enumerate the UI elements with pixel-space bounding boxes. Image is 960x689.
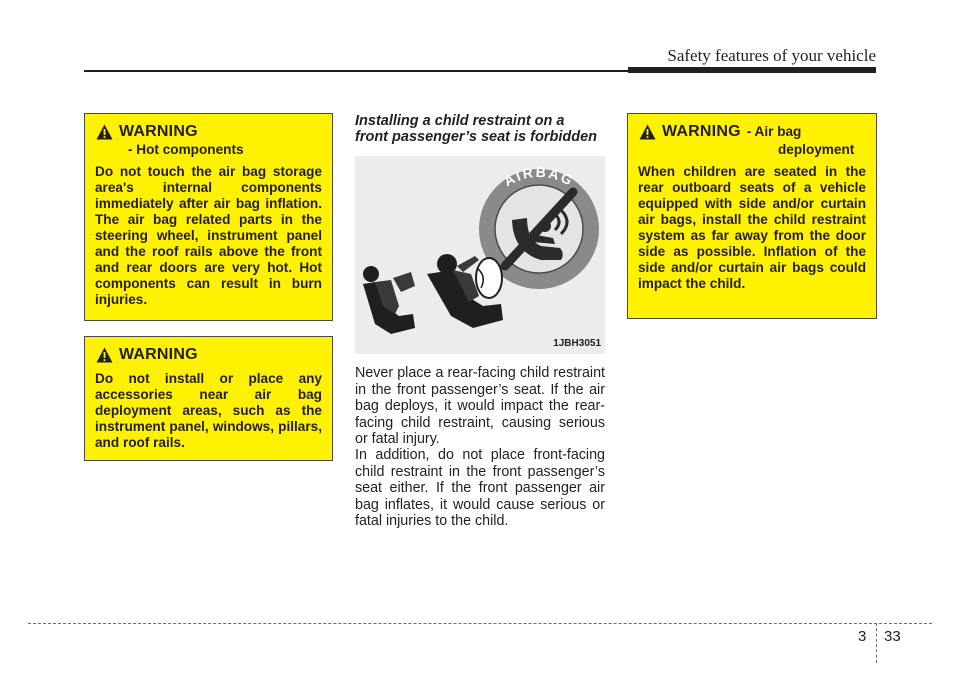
paragraph-front-facing: In addition, do not place front-facing child restraint in the front passenger’s seat either. If the front passenger air bag inflates, it would cause serious or fatal injuries to the child. bbox=[355, 447, 605, 530]
warning-subtitle: - Hot components bbox=[128, 142, 244, 157]
warning-box-airbag-deployment bbox=[627, 113, 877, 319]
warning-triangle-icon bbox=[639, 124, 656, 140]
deployed-airbag bbox=[476, 258, 502, 298]
warning-box-hot-components bbox=[84, 113, 333, 321]
page-number: 33 bbox=[884, 628, 901, 645]
airbag-arc-label: AIRBAG bbox=[500, 163, 578, 190]
running-header: Safety features of your vehicle bbox=[667, 46, 876, 65]
section-title bbox=[355, 113, 607, 145]
warning-title: WARNING bbox=[119, 346, 198, 363]
warning-title: WARNING bbox=[662, 123, 741, 140]
child-restraint-airbag-figure bbox=[355, 156, 605, 354]
figure-code: 1JBH3051 bbox=[553, 338, 601, 349]
header-rule bbox=[84, 70, 628, 72]
warning-body: When children are seated in the rear outboard seats of a vehicle equipped with side and/or curtain air bags, install the child restraint system as far away from the door side as possible. Inflation of the side and/or curtain air bags could impact the child. bbox=[638, 164, 866, 291]
warning-triangle-icon bbox=[96, 124, 113, 140]
warning-triangle-icon bbox=[96, 347, 113, 363]
chapter-number: 3 bbox=[858, 628, 867, 645]
warning-box-accessories bbox=[84, 336, 333, 461]
section-title-line-2: front passenger’s seat is forbidden bbox=[355, 129, 597, 145]
footer-divider bbox=[876, 623, 877, 663]
footer-rule bbox=[28, 623, 932, 624]
header-bar bbox=[628, 67, 876, 73]
warning-subtitle-line-2: deployment bbox=[778, 142, 855, 157]
airbag-warning-illustration bbox=[355, 156, 605, 354]
paragraph-rear-facing: Never place a rear-facing child restraint in the front passenger’s seat. If the air bag deploys, it would impact the rear-facing child restraint, causing serious or fatal injury. bbox=[355, 365, 605, 448]
warning-body: Do not install or place any accessories near air bag deployment areas, such as the instrument panel, windows, pillars, and roof rails. bbox=[95, 371, 322, 450]
warning-subtitle: - Air bag bbox=[746, 124, 802, 139]
warning-title: WARNING bbox=[119, 123, 198, 140]
section-title-line-1: Installing a child restraint on a bbox=[355, 113, 565, 129]
warning-body: Do not touch the air bag storage area's internal components immediately after air bag inflation. The air bag related parts in the steering wheel, instrument panel and the roof rails above the front and rear doors are very hot. Hot components can result in burn injuries. bbox=[95, 164, 322, 307]
